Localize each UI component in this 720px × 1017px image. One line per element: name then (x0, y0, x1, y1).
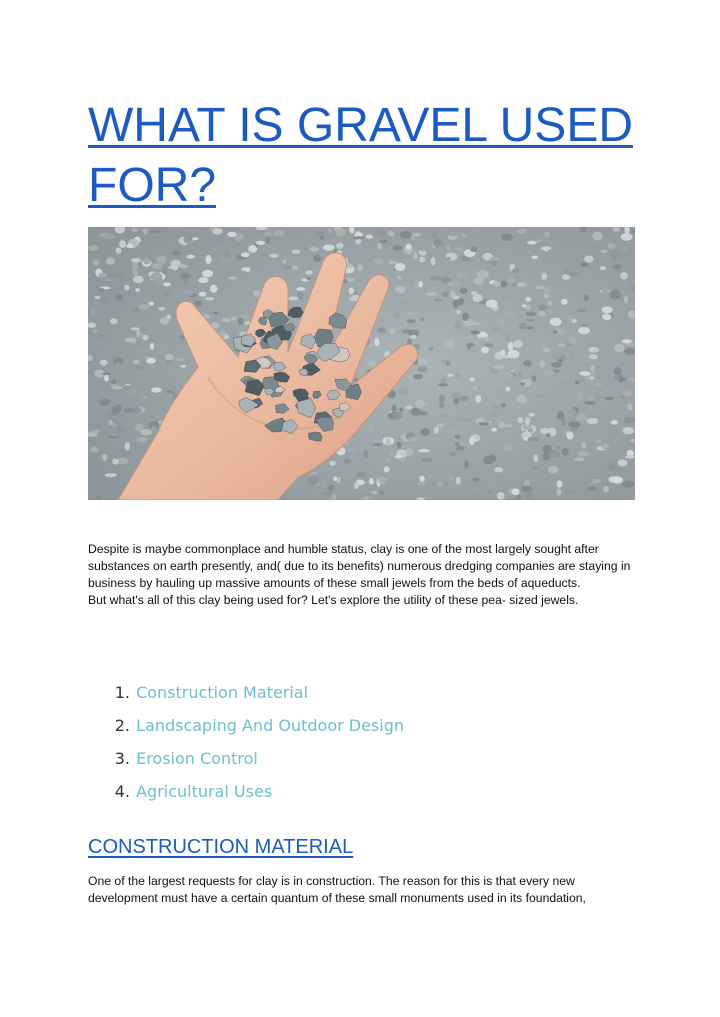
toc-item-erosion-control (100, 746, 404, 779)
table-of-contents (100, 680, 404, 812)
toc-link-agricultural-uses[interactable]: Agricultural Uses (136, 782, 273, 801)
toc-item-agricultural-uses (100, 779, 404, 812)
toc-number: 1. (114, 683, 130, 702)
intro-paragraph: Despite is maybe commonplace and humble status, clay is one of the most largely sought after substances on earth presently, and( due to its benefits) numerous dredging companies are staying in business by hauling up massive amounts of these small jewels from the beds of aqueducts. (88, 542, 631, 590)
toc-item-construction-material (100, 680, 404, 713)
title-link[interactable]: WHAT IS GRAVEL USED FOR? (88, 99, 633, 212)
toc-link-erosion-control[interactable]: Erosion Control (136, 749, 258, 768)
toc-link-construction-material[interactable]: Construction Material (136, 683, 309, 702)
toc-number: 2. (114, 716, 130, 735)
section-body-text: One of the largest requests for clay is in construction. The reason for this is that every new development must have a certain quantum of these small monuments used in its foundation, (88, 874, 586, 905)
toc-number: 4. (114, 782, 130, 801)
gravel-in-hand-photo (88, 227, 635, 500)
page-title[interactable] (88, 96, 648, 216)
toc-number: 3. (114, 749, 130, 768)
toc-item-landscaping (100, 713, 404, 746)
intro-text (88, 541, 633, 609)
intro-followup: But what's all of this clay being used for? Let's explore the utility of these pea- sized jewels. (88, 593, 579, 607)
toc-link-landscaping[interactable]: Landscaping And Outdoor Design (136, 716, 405, 735)
section-heading-construction-material[interactable]: CONSTRUCTION MATERIAL (88, 836, 354, 858)
